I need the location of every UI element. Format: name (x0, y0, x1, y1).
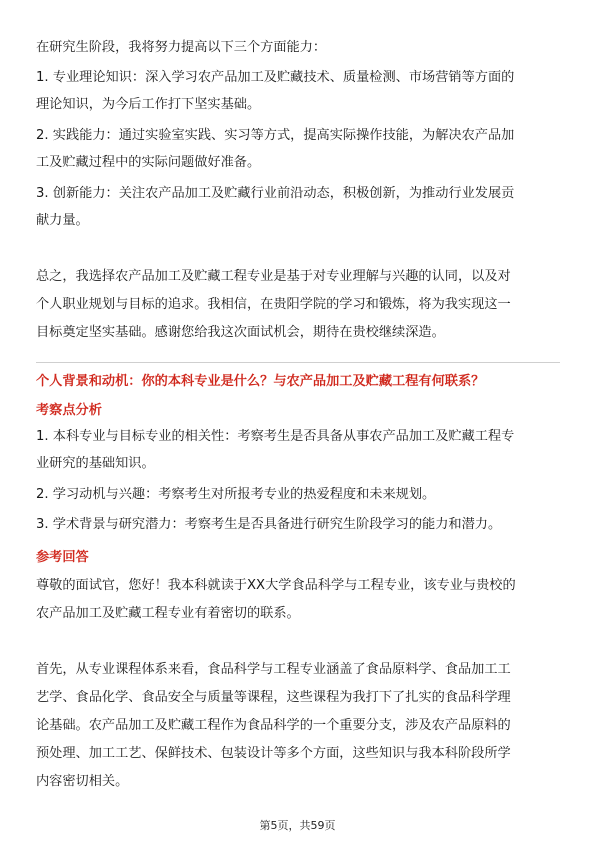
answer-paragraph-2-line-4: 预处理、加工工艺、保鲜技术、包装设计等多个方面，这些知识与我本科阶段所学 (36, 746, 511, 761)
answer-paragraph-2-line-3: 论基础。农产品加工及贮藏工程作为食品科学的一个重要分支，涉及农产品原料的 (36, 718, 511, 733)
intro-text: 在研究生阶段，我将努力提高以下三个方面能力： (36, 40, 327, 55)
answer-paragraph-2-line-5: 内容密切相关。 (36, 774, 129, 789)
analysis-heading: 考察点分析 (36, 403, 102, 418)
ability-item-1-line-2: 理论知识，为今后工作打下坚实基础。 (36, 97, 261, 112)
section-divider (36, 362, 560, 363)
conclusion-line-3: 目标奠定坚实基础。感谢您给我这次面试机会，期待在贵校继续深造。 (36, 325, 445, 340)
ability-item-2-line-2: 工及贮藏过程中的实际问题做好准备。 (36, 155, 261, 170)
answer-paragraph-1-line-1: 尊敬的面试官，您好！我本科就读于XX大学食品科学与工程专业，该专业与贵校的 (36, 578, 516, 593)
analysis-item-1-line-1: 1. 本科专业与目标专业的相关性：考察考生是否具备从事农产品加工及贮藏工程专 (36, 429, 515, 444)
analysis-item-3: 3. 学术背景与研究潜力：考察考生是否具备进行研究生阶段学习的能力和潜力。 (36, 517, 502, 532)
conclusion-line-2: 个人职业规划与目标的追求。我相信，在贵阳学院的学习和锻炼，将为我实现这一 (36, 297, 511, 312)
answer-paragraph-2-line-2: 艺学、食品化学、食品安全与质量等课程，这些课程为我打下了扎实的食品科学理 (36, 690, 511, 705)
ability-item-2-line-1: 2. 实践能力：通过实验室实践、实习等方式，提高实际操作技能，为解决农产品加 (36, 128, 515, 143)
ability-item-3-line-1: 3. 创新能力：关注农产品加工及贮藏行业前沿动态，积极创新，为推动行业发展贡 (36, 186, 515, 201)
ability-item-1-line-1: 1. 专业理论知识：深入学习农产品加工及贮藏技术、质量检测、市场营销等方面的 (36, 70, 515, 85)
answer-paragraph-1-line-2: 农产品加工及贮藏工程专业有着密切的联系。 (36, 606, 300, 621)
page-number: 第5页，共59页 (259, 819, 336, 832)
ability-item-3-line-2: 献力量。 (36, 213, 89, 228)
answer-paragraph-2-line-1: 首先，从专业课程体系来看，食品科学与工程专业涵盖了食品原料学、食品加工工 (36, 662, 511, 677)
analysis-item-2: 2. 学习动机与兴趣：考察考生对所报考专业的热爱程度和未来规划。 (36, 487, 436, 502)
question-title: 个人背景和动机：你的本科专业是什么？与农产品加工及贮藏工程有何联系？ (36, 374, 485, 389)
conclusion-line-1: 总之，我选择农产品加工及贮藏工程专业是基于对专业理解与兴趣的认同，以及对 (36, 269, 511, 284)
answer-heading: 参考回答 (36, 550, 89, 565)
analysis-item-1-line-2: 业研究的基础知识。 (36, 456, 155, 471)
